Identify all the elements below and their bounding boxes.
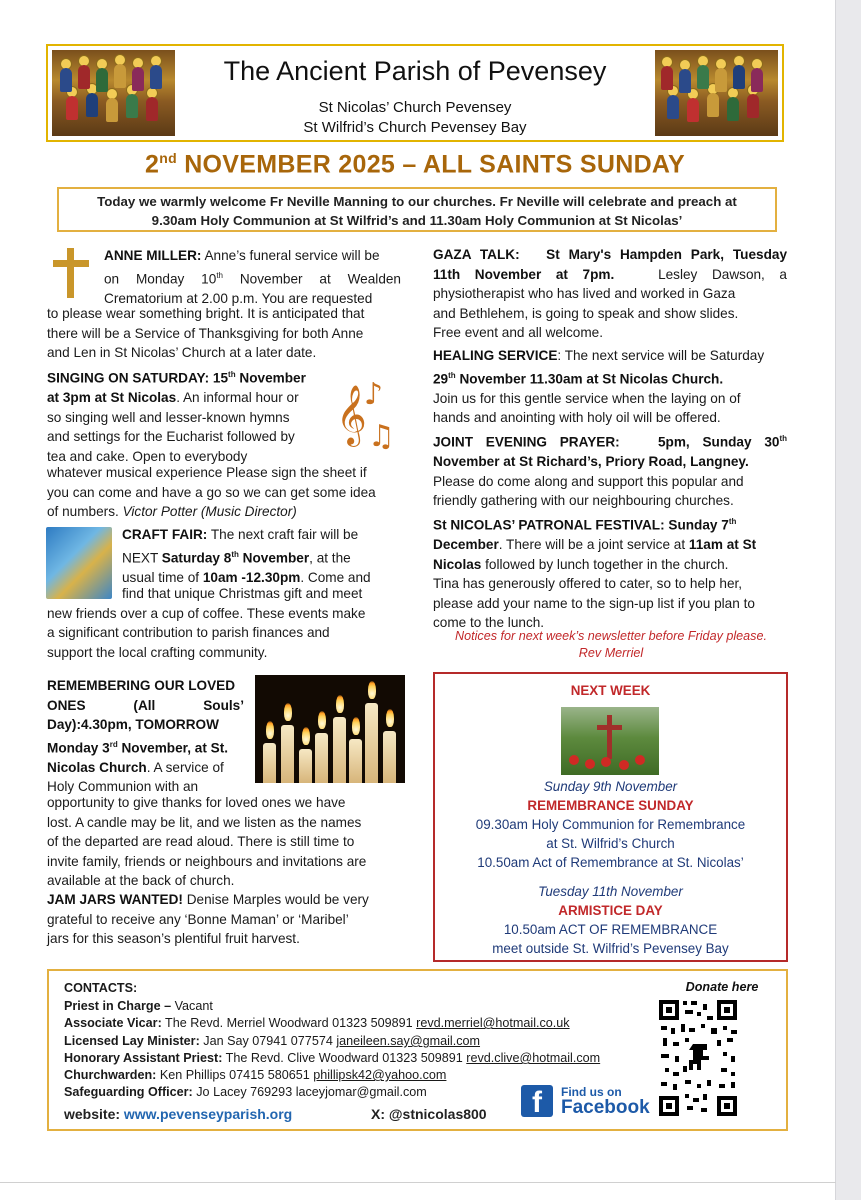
donate-qr-code-icon[interactable] [657, 998, 739, 1118]
remembering-block-top: REMEMBERING OUR LOVED ONES (All Souls’ Day):4.30pm, TOMORROW Monday 3rd November, at St. Nicolas Church. A service of Holy Communion with an [47, 678, 245, 795]
next-week-date-2: Tuesday 11th November [538, 884, 683, 899]
donate-label: Donate here [685, 980, 759, 994]
welcome-box [57, 187, 777, 232]
next-week-event-1: REMEMBRANCE SUNDAY [527, 798, 694, 813]
next-week-line: at St. Wilfrid’s Church [546, 836, 675, 851]
next-week-line: 09.30am Holy Communion for Remembrance [475, 817, 746, 832]
gaza-talk-block: GAZA TALK: St Mary's Hampden Park, Tuesday 11th November at 7pm. Lesley Dawson, a physiotherapist who has lived and worked in Gaza and Bethlehem, is going to speak and show slides. Free event and all welcome. [433, 247, 788, 340]
website-link[interactable]: www.pevenseyparish.org [123, 1106, 293, 1122]
music-notes-icon [334, 372, 404, 452]
cross-icon [50, 248, 92, 298]
facebook-label: Facebook [561, 1097, 650, 1118]
jam-jars-block: JAM JARS WANTED! Denise Marples would be very grateful to receive any ‘Bonne Maman’ or ‘Maribel’ jars for this season’s plentiful fruit harvest. [47, 892, 369, 946]
welcome-line-1: Today we warmly welcome Fr Neville Manning to our churches. Fr Neville will celebrate and preach at [97, 194, 737, 209]
contacts-title: CONTACTS: [64, 981, 138, 995]
contacts-box [47, 969, 788, 1131]
email-link[interactable]: janeileen.say@gmail.com [336, 1034, 481, 1048]
next-week-line: 10.50am ACT OF REMEMBRANCE [503, 922, 718, 937]
patronal-festival-block: St NICOLAS’ PATRONAL FESTIVAL: Sunday 7th December. There will be a joint service at 11am at St Nicolas followed by lunch together in the church. Tina has generously offered to cater, so to help her, please add your name to the sign-up list if you plan to come to the lunch. [433, 517, 757, 631]
email-link[interactable]: revd.merriel@hotmail.co.uk [416, 1016, 570, 1030]
healing-service-block: HEALING SERVICE: The next service will be Saturday 29th November 11.30am at St Nicolas Church. Join us for this gentle service when the laying on of hands and anointing with holy oil will be offered. [433, 348, 765, 426]
email-link[interactable]: phillipsk42@yahoo.com [313, 1068, 447, 1082]
date-heading: 2nd NOVEMBER 2025 – ALL SAINTS SUNDAY [145, 150, 685, 179]
next-week-date-1: Sunday 9th November [543, 779, 678, 794]
joint-evening-prayer-block: JOINT EVENING PRAYER: 5pm, Sunday 30th November at St Richard’s, Priory Road, Langney. Please do come along and support this popular and friendly gathering with our neighbouring churches. [433, 434, 787, 509]
contact-lay-minister: Licensed Lay Minister: Jan Say 07941 077574 janeileen.say@gmail.com [64, 1034, 481, 1048]
svg-text:𝄞: 𝄞 [336, 385, 367, 445]
svg-text:♪: ♪ [364, 377, 384, 412]
church-name-st-nicolas: St Nicolas’ Church Pevensey [318, 99, 512, 116]
contact-safeguarding: Safeguarding Officer: Jo Lacey 769293 laceyjomar@gmail.com [64, 1085, 427, 1099]
svg-text:♫: ♫ [368, 419, 395, 452]
scrollbar[interactable] [835, 0, 861, 1200]
facebook-find-us: Find us on [561, 1085, 622, 1099]
page-bottom-edge [0, 1182, 836, 1183]
welcome-line-2: 9.30am Holy Communion at St Wilfrid’s and 11.30am Holy Communion at St Nicolas’ [151, 213, 683, 228]
singing-block-bottom: whatever musical experience Please sign the sheet if you can come and have a go so we can get some idea of numbers. Victor Potter (Music Director) [47, 465, 376, 519]
next-week-line: 10.50am Act of Remembrance at St. Nicolas’ [477, 855, 744, 870]
church-name-st-wilfrid: St Wilfrid’s Church Pevensey Bay [303, 119, 527, 136]
parish-header [46, 44, 784, 142]
contact-associate-vicar: Associate Vicar: The Revd. Merriel Woodward 01323 509891 revd.merriel@hotmail.co.uk [64, 1016, 570, 1030]
poppy-field-image [561, 707, 659, 775]
x-handle[interactable]: X: @stnicolas800 [371, 1106, 487, 1122]
remembering-block-bottom: opportunity to give thanks for loved ones we have lost. A candle may be lit, and we listen as the names of the departed are read aloud. There is still time to invite family, friends or neighbours and invitations are available at the back of church. [47, 795, 367, 888]
facebook-icon: f [521, 1085, 553, 1117]
next-week-line: meet outside St. Wilfrid’s Pevensey Bay [492, 941, 729, 956]
anne-miller-block-bottom: to please wear something bright. It is anticipated that there will be a Service of Thanksgiving for both Anne and Len in St Nicolas’ Church at a later date. [47, 306, 365, 360]
contact-priest: Priest in Charge – Vacant [64, 999, 213, 1013]
email-link[interactable]: revd.clive@hotmail.com [466, 1051, 601, 1065]
anne-miller-block-top: ANNE MILLER: Anne’s funeral service will be on Monday 10th November at Wealden Crematorium at 2.00 p.m. You are requested [104, 248, 401, 306]
singing-block-top: SINGING ON SATURDAY: 15th November at 3pm at St Nicolas. An informal hour or so singing well and lesser-known hymns and settings for the Eucharist followed by tea and cake. Open to everybody [47, 370, 306, 464]
craft-fair-block-bottom: find that unique Christmas gift and meet new friends over a cup of coffee. These events make a significant contribution to parish finances and support the local crafting community. [47, 586, 366, 660]
craft-fair-block-top: CRAFT FAIR: The next craft fair will be NEXT Saturday 8th November, at the usual time of 10am -12.30pm. Come and [122, 527, 371, 585]
next-week-box [433, 672, 788, 962]
parish-title: The Ancient Parish of Pevensey [223, 56, 607, 86]
contact-honorary-priest: Honorary Assistant Priest: The Revd. Clive Woodward 01323 509891 revd.clive@hotmail.com [64, 1051, 601, 1065]
next-week-event-2: ARMISTICE DAY [558, 903, 663, 918]
website: website: www.pevenseyparish.org [64, 1106, 293, 1122]
next-week-title: NEXT WEEK [570, 683, 651, 698]
contact-churchwarden: Churchwarden: Ken Phillips 07415 580651 phillipsk42@yahoo.com [64, 1068, 447, 1082]
candles-image [255, 675, 405, 783]
newsletter-notice: Notices for next week’s newsletter before Friday please. Rev Merriel [455, 629, 767, 660]
